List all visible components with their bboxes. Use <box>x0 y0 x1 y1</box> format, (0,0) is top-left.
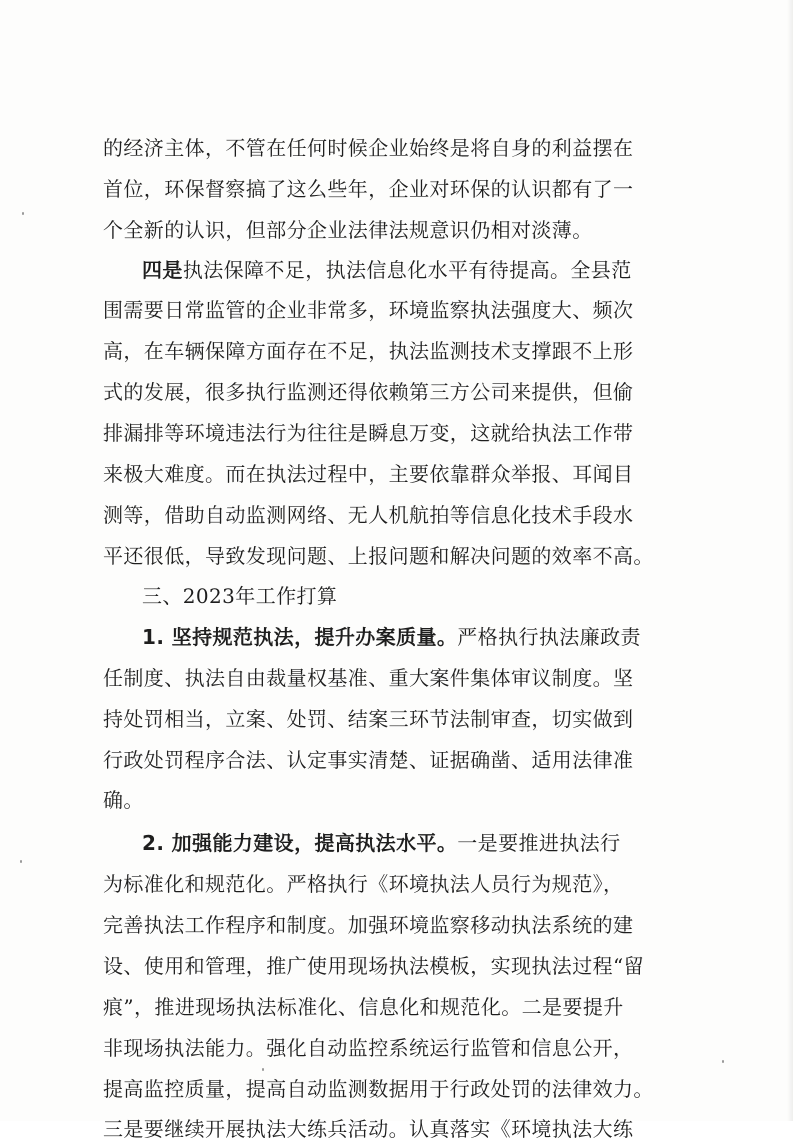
paragraph-lead: 四是 <box>142 258 183 282</box>
scan-speck <box>262 1068 264 1071</box>
text-line-8: 排漏排等环境违法行为往往是瞬息万变，这就给执法工作带 <box>103 421 634 445</box>
text-line-1: 的经济主体，不管在任何时候企业始终是将自身的利益摆在 <box>103 136 634 160</box>
text-line-24: 提高监控质量，提高自动监测数据用于行政处罚的法律效力。 <box>103 1077 654 1101</box>
text-line-6: 高，在车辆保障方面存在不足，执法监测技术支撑跟不上形 <box>103 339 634 363</box>
text-line-9: 来极大难度。而在执法过程中，主要依靠群众举报、耳闻目 <box>103 462 634 486</box>
text-line-5: 围需要日常监管的企业非常多，环境监察执法强度大、频次 <box>103 298 634 322</box>
item-1-heading: 1. 坚持规范执法，提升办案质量。 <box>142 625 458 649</box>
paragraph-4-first-line <box>142 256 632 284</box>
text-line-15: 持处罚相当，立案、处罚、结案三环节法制审查，切实做到 <box>103 707 634 731</box>
text-line-2: 首位，环保督察搞了这么些年，企业对环保的认识都有了一 <box>103 177 634 201</box>
text-line-21: 设、使用和管理，推广使用现场执法模板，实现执法过程“留 <box>103 954 645 978</box>
text-line-25: 三是要继续开展执法大练兵活动。认真落实《环境执法大练 <box>103 1117 634 1141</box>
text-line-22: 痕”，推进现场执法标准化、信息化和规范化。二是要提升 <box>103 995 624 1019</box>
paragraph-text: 执法保障不足，执法信息化水平有待提高。全县范 <box>182 258 632 282</box>
item-1-text: 严格执行执法廉政责 <box>457 625 641 649</box>
text-line-16: 行政处罚程序合法、认定事实清楚、证据确凿、适用法律准 <box>103 748 634 772</box>
text-line-17: 确。 <box>103 788 144 812</box>
text-line-3: 个全新的认识，但部分企业法律法规意识仍相对淡薄。 <box>103 218 593 242</box>
text-line-14: 任制度、执法自由裁量权基准、重大案件集体审议制度。坚 <box>103 666 634 690</box>
scan-speck <box>722 1060 724 1063</box>
text-line-11: 平还很低，导致发现问题、上报问题和解决问题的效率不高。 <box>103 544 654 568</box>
scan-speck <box>20 860 22 863</box>
item-1-first-line <box>142 623 641 651</box>
text-line-19: 为标准化和规范化。严格执行《环境执法人员行为规范》， <box>103 872 624 896</box>
item-2-first-line <box>142 829 620 857</box>
page-edge-shadow <box>787 0 793 1121</box>
item-2-heading: 2. 加强能力建设，提高执法水平。 <box>142 831 458 855</box>
text-line-7: 式的发展，很多执行监测还得依赖第三方公司来提供，但偷 <box>103 380 634 404</box>
item-2-text: 一是要推进执法行 <box>457 831 621 855</box>
text-line-10: 测等，借助自动监测网络、无人机航拍等信息化技术手段水 <box>103 503 634 527</box>
text-line-23: 非现场执法能力。强化自动监控系统运行监管和信息公开， <box>103 1036 634 1060</box>
section-heading: 三、2023年工作打算 <box>142 584 338 608</box>
scan-speck <box>22 212 24 215</box>
text-line-20: 完善执法工作程序和制度。加强环境监察移动执法系统的建 <box>103 913 634 937</box>
